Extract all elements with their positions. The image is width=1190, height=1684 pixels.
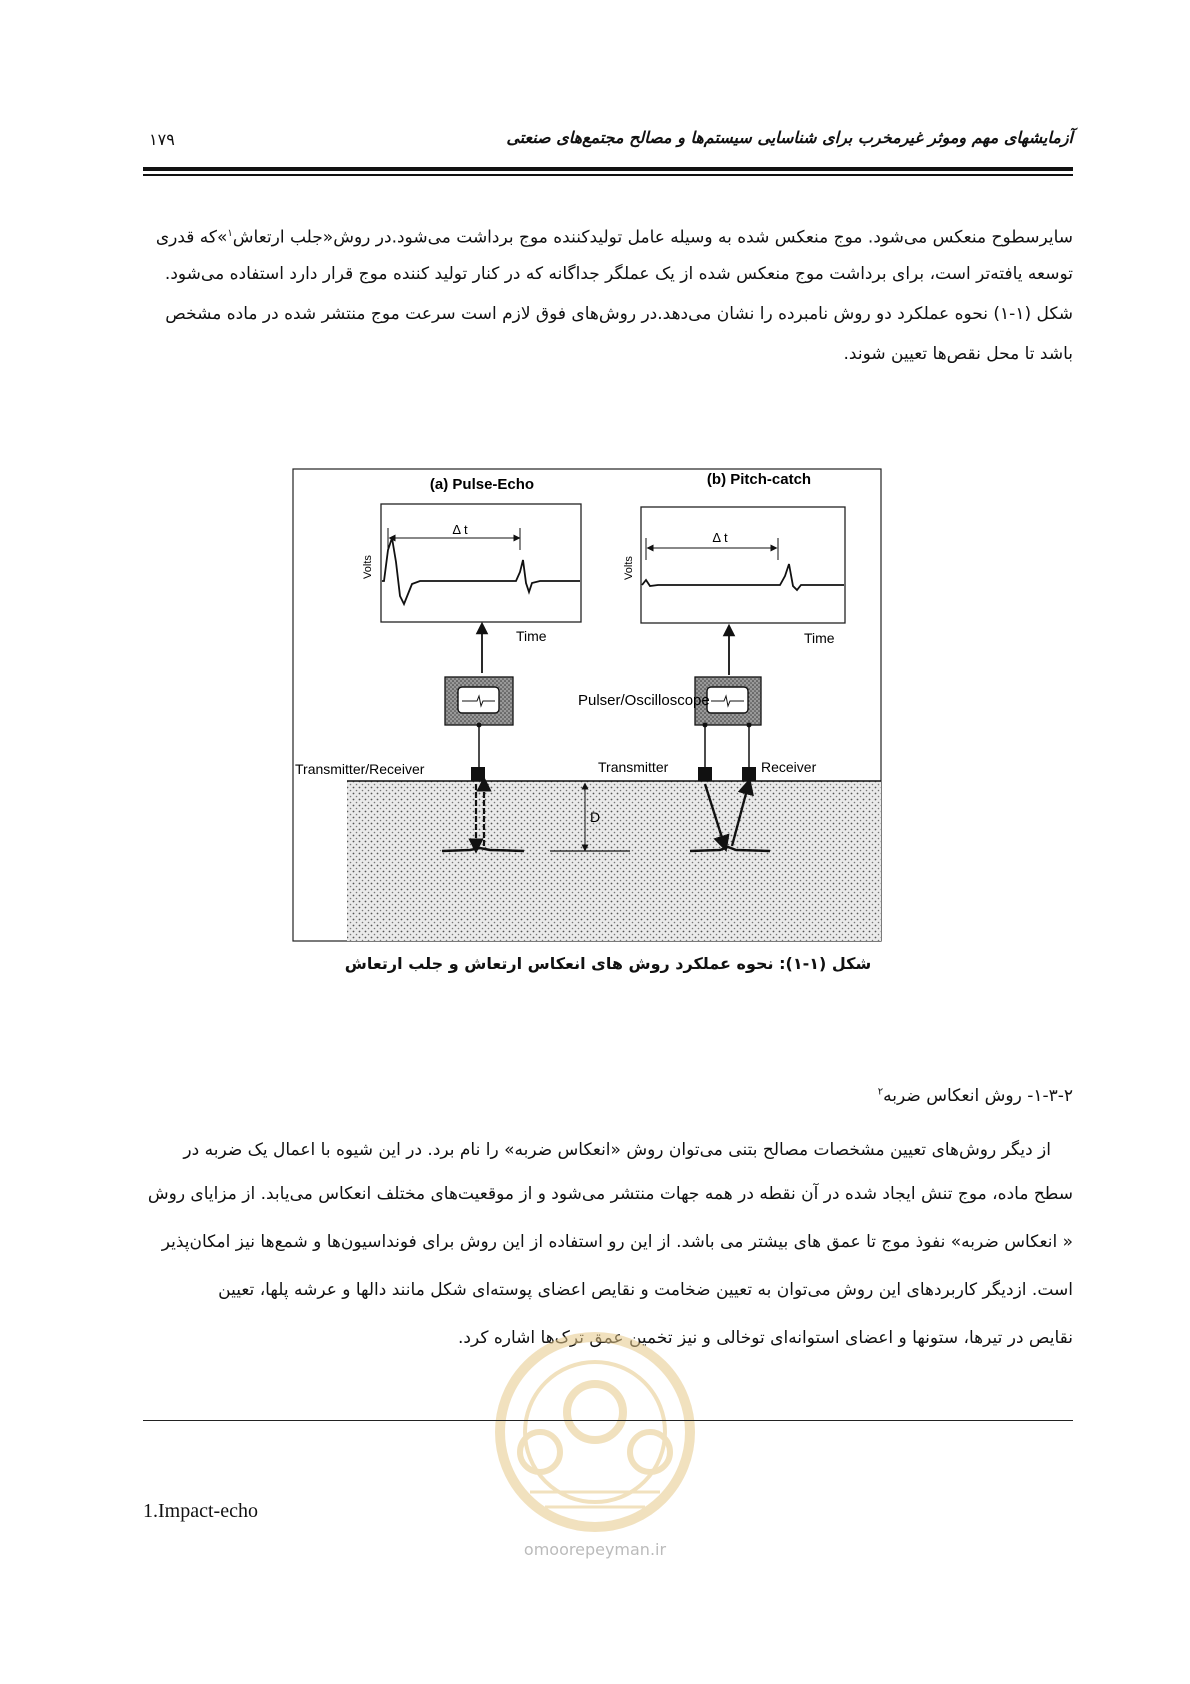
- paragraph-line: از دیگر روش‌های تعیین مشخصات مصالح بتنی می‌توان روش «انعکاس ضربه» را نام برد. در این شیوه با اعمال یک ضربه در: [183, 1140, 1051, 1160]
- footnote-ref: ۲: [877, 1086, 884, 1098]
- footnote-text: 1.Impact-echo: [143, 1500, 258, 1522]
- transmitter-label: Transmitter: [598, 759, 669, 775]
- watermark-url: omoorepeyman.ir: [523, 1540, 667, 1559]
- pulser-screen-b: [707, 687, 748, 713]
- cable-node-a: [477, 723, 482, 728]
- delta-t-label-b: Δ t: [712, 530, 728, 545]
- panel-a-title: (a) Pulse-Echo: [429, 476, 535, 493]
- paragraph-line: باشد تا محل نقص‌ها تعیین شوند.: [843, 344, 1073, 364]
- header-rule-thick: [143, 167, 1073, 171]
- cable-node-b2: [747, 723, 752, 728]
- page-number: ۱۷۹: [149, 130, 175, 149]
- transmitter-b: [698, 767, 712, 781]
- pulse-echo-figure: [292, 468, 882, 942]
- pulser-screen-a: [458, 687, 499, 713]
- paragraph-line: نقایص در تیرها، ستونها و اعضای استوانه‌ای توخالی و نیز تخمین عمق ترک‌ها اشاره کرد.: [458, 1328, 1073, 1348]
- pulser-label: Pulser/Oscilloscope: [578, 692, 710, 709]
- y-axis-label-a: Volts: [362, 555, 374, 579]
- x-axis-label-a: Time: [516, 628, 547, 644]
- cable-node-b1: [703, 723, 708, 728]
- transmitter-receiver-label: Transmitter/Receiver: [295, 761, 425, 777]
- figure-caption: شکل (۱-۱): نحوه عملکرد روش های انعکاس ارتعاش و جلب ارتعاش: [344, 954, 872, 973]
- paragraph-line: سایرسطوح منعکس می‌شود. موج منعکس شده به وسیله عامل تولیدکننده موج برداشت می‌شود.در روش«جلب ارتعاش$^۱$»که قدری: [155, 227, 1073, 248]
- paragraph-line: سطح ماده، موج تنش ایجاد شده در آن نقطه در همه جهات منتشر می‌شود و از موقعیت‌های مختلف انعکاس می‌یابد. از مزایای روش: [147, 1184, 1073, 1204]
- receiver-b: [742, 767, 756, 781]
- running-title: آزمایشهای مهم وموثر غیرمخرب برای شناسایی سیستم‌ها و مصالح مجتمع‌های صنعتی: [506, 128, 1073, 147]
- paragraph-line: است. ازدیگر کاربردهای این روش می‌توان به تعیین ضخامت و نقایص اعضای پوسته‌ای شکل مانند دالها و عرشه پلها، تعیین: [218, 1280, 1073, 1300]
- paragraph-1: [143, 214, 1073, 374]
- x-axis-label-b: Time: [804, 630, 835, 646]
- paragraph-line: شکل (۱-۱) نحوه عملکرد دو روش نامبرده را نشان می‌دهد.در روش‌های فوق لازم است سرعت موج منتشر شده در ماده مشخص: [165, 304, 1073, 324]
- scope-screen-b: [641, 507, 845, 623]
- watermark-logo: [470, 1332, 720, 1562]
- delta-t-label-a: Δ t: [452, 522, 468, 537]
- y-axis-label-b: Volts: [623, 556, 635, 580]
- footnote-ref: ۱: [227, 228, 233, 239]
- specimen-material: [347, 781, 881, 941]
- section-heading: ۱-۳-۲- روش انعکاس ضربه$^۲$: [877, 1086, 1073, 1106]
- transducer-a: [471, 767, 485, 781]
- page-header: [143, 128, 1073, 154]
- receiver-label: Receiver: [761, 759, 817, 775]
- paragraph-line: توسعه یافته‌تر است، برای برداشت موج منعکس شده از یک عملگر جداگانه که در کنار تولید کننده موج قرار دارد استفاده می‌شود.: [164, 264, 1073, 284]
- paragraph-line: « انعکاس ضربه» نفوذ موج تا عمق های بیشتر می باشد. از این رو استفاده از این روش برای فونداسیون‌ها و شمع‌ها نیز امکان‌پذیر: [161, 1232, 1073, 1252]
- header-rule-thin: [143, 174, 1073, 176]
- paragraph-2: [143, 1130, 1073, 1362]
- panel-b-title: (b) Pitch-catch: [706, 471, 812, 488]
- depth-label: D: [590, 809, 601, 825]
- scope-screen-a: [381, 504, 581, 622]
- footnote-rule: [143, 1420, 1073, 1421]
